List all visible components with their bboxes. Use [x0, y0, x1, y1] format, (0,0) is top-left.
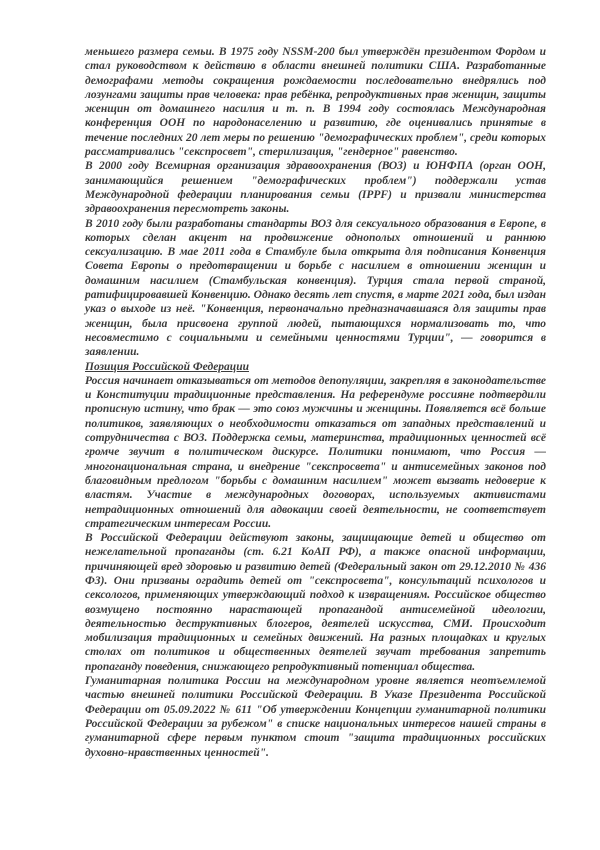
document-text-block — [85, 45, 546, 760]
paragraph-who-standards-istanbul-convention: В 2010 году были разработаны стандарты ВОЗ для сексуального образования в Европе, в которых сделан акцент на продвижение однополых отношений и раннюю сексуализацию. В мае 2011 года в Стамбуле была открыта для подписания Конвенция Совета Европы о предотвращении и борьбе с насилием в отношении женщин и домашним насилием (Стамбульская конвенция). Турция стала первой страной, ратифицировавшей Конвенцию. Однако десять лет спустя, в марте 2021 года, был издан указ о выходе из неё. "Конвенция, первоначально предназначавшаяся для защиты прав женщин, была присвоена группой людей, пытающихся нормализовать то, что несовместимо с социальными и семейными ценностями Турции", — говорится в заявлении. — [85, 217, 546, 359]
paragraph-russian-laws-child-protection: В Российской Федерации действуют законы, защищающие детей и общество от нежелательной пропаганды (ст. 6.21 КоАП РФ), а также опасной информации, причиняющей вред здоровью и развитию детей (Федеральный закон от 29.12.2010 № 436 ФЗ). Они призваны оградить детей от "секспросвета", консультаций психологов и сексологов, применяющих утверждающий подход к извращениям. Российское общество возмущено постоянно нарастающей пропагандой антисемейной идеологии, деятельностью деструктивных блогеров, деятелей искусства, СМИ. Происходит мобилизация традиционных и семейных движений. На разных площадках и круглых столах от политиков и общественных деятелей звучат требования запретить пропаганду поведения, снижающего репродуктивный потенциал общества. — [85, 532, 546, 673]
paragraph-russia-depopulation-rejection: Россия начинает отказываться от методов депопуляции, закрепляя в законодательстве и Конституции традиционные представления. На референдуме россияне подтвердили прописную истину, что брак — это союз мужчины и женщины. Появляется всё больше политиков, заявляющих о необходимости отказаться от западных представлений и сотрудничества с ВОЗ. Поддержка семьи, материнства, традиционных ценностей всё громче звучит в политическом дискурсе. Политики понимают, что Россия — многонациональная страна, и внедрение "секспросвета" и антисемейных законов под благовидным предлогом "борьбы с домашним насилием" может вызвать недоверие к властям. Участие в международных договорах, используемых активистами нетрадиционных отношений для адвокации своей деятельности, не соответствует стратегическим интересам России. — [85, 374, 546, 530]
paragraph-family-size-nssm200: меньшего размера семьи. В 1975 году NSSM-200 был утверждён президентом Фордом и стал руководством к действию в области внешней политики США. Разработанные демографами методы сокращения рождаемости последовательно внедрялись под лозунгами защиты прав человека: прав ребёнка, репродуктивных прав женщин, защиты женщин от домашнего насилия и т. п. В 1994 году состоялась Международная конференция ООН по народонаселению и развитию, где оценивались принятые в течение последних 20 лет меры по решению "демографических проблем", среди которых рассматривались "секспросвет", стерилизация, "гендерное" равенство. — [85, 46, 546, 159]
section-heading-russian-federation-position: Позиция Российской Федерации — [85, 360, 249, 373]
paragraph-humanitarian-policy-decree-611: Гуманитарная политика России на международном уровне является неотъемлемой частью внешней политики Российской Федерации. В Указе Президента Российской Федерации от 05.09.2022 № 611 "Об утверждении Концепции гуманитарной политики Российской Федерации за рубежом" в списке национальных интересов нашей страны в гуманитарной сфере первым пунктом стоит "защита традиционных российских духовно-нравственных ценностей". — [85, 675, 546, 759]
paragraph-who-unfpa-2000: В 2000 году Всемирная организация здравоохранения (ВОЗ) и ЮНФПА (орган ООН, занимающийся решением "демографических проблем") поддержали устав Международной федерации планирования семьи (IPPF) и призвали министерства здравоохранения пересмотреть законы. — [85, 160, 546, 216]
